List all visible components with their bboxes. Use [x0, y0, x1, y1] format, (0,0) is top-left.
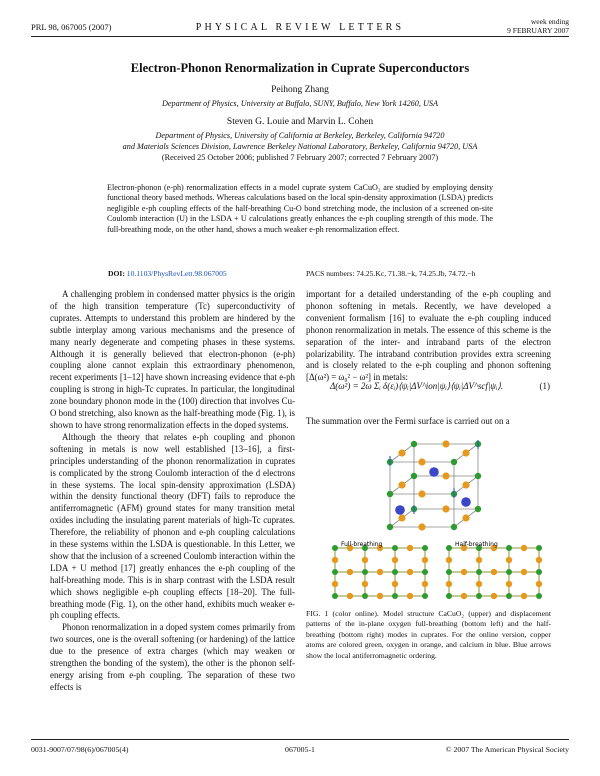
equation-1: Δ(ω²) = 2ω Σᵢ δ(εᵢ)⟨ψᵢ|ΔV^ion|ψᵢ⟩⟨ψᵢ|ΔV^scf|ψᵢ⟩. — [330, 381, 504, 391]
half-breathing-label: Half-breathing — [455, 541, 498, 548]
paragraph-summation: The summation over the Fermi surface is carried out on a — [306, 416, 510, 426]
footer-rule — [31, 739, 569, 740]
paper-title: Electron-Phonon Renormalization in Cuprate Superconductors — [130, 61, 470, 75]
author-second: Steven G. Louie and Marvin L. Cohen — [226, 117, 374, 127]
page-number: 067005-1 — [285, 745, 315, 754]
affiliation-lbnl: and Materials Sciences Division, Lawrence Berkeley National Laboratory, Berkeley, California 94720, USA — [122, 142, 478, 151]
paragraph-intro: A challenging problem in condensed matter physics is the origin of the high transition temperature (Tc) superconductivity of cuprates. Attempts to understand this problem are hindered by the subtle interplay among various mechanisms and the presence of many nearly degenerate and competing phases in these systems. Although it is generally believed that electron-phonon (e-ph) coupling alone cannot explain this extraordinary phenomenon, recent experiments [1–12] have shown increasing evidence that e-ph coupling is strong in high-Tc cuprates. In particular, the longitudinal zone boundary phonon mode in the (100) direction that involves Cu-O bond stretching, also known as the half-breathing mode (Fig. 1), is shown to have strong renormalization effects in the doped systems. — [50, 289, 296, 430]
full-breathing-figure — [327, 540, 435, 604]
affiliation-berkeley: Department of Physics, University of California at Berkeley, Berkeley, California 94720 — [155, 131, 445, 140]
crystal-structure-figure — [380, 432, 498, 540]
doi-label: DOI: — [108, 269, 125, 278]
doi — [108, 269, 227, 278]
week-label: week ending — [530, 17, 569, 26]
body-left-column — [50, 289, 295, 694]
footer-issn: 0031-9007/07/98(6)/067005(4) — [31, 745, 129, 754]
doi-link[interactable]: 10.1103/PhysRevLett.98.067005 — [126, 269, 227, 278]
half-breathing-figure — [441, 540, 549, 604]
copyright: © 2007 The American Physical Society — [445, 745, 569, 754]
header-rule — [31, 36, 569, 37]
equation-number: (1) — [539, 381, 550, 391]
full-breathing-label: Full-breathing — [341, 541, 383, 548]
figure-caption: FIG. 1 (color online). Model structure CaCuO₂ (upper) and displacement patterns of the in-plane oxygen full-breathing (bottom left) and the half-breathing (bottom right) modes in cuprates. For the online version, copper atoms are colored green, oxygen in orange, and calcium in blue. Blue arrows show the local antiferromagnetic ordering. — [306, 609, 551, 660]
affiliation-buffalo: Department of Physics, University at Buffalo, SUNY, Buffalo, New York 14260, USA — [162, 99, 438, 108]
paragraph-renormalization: Phonon renormalization in a doped system comes primarily from two sources, one is the overall softening (or hardening) of the lattice due to the presence of extra charges (which may weaken or strengthen the bonding of the system), the other is the phonon self-energy arising from e-ph coupling. The separation of these two effects is — [50, 622, 295, 692]
abstract: Electron-phonon (e-ph) renormalization effects in a model cuprate system CaCuO₂ are studied by employing density functional theory based methods. Whereas calculations based on the local spin-density approximation (LSDA) predicts negligible e-ph coupling effects of the half-breathing Cu-O bond stretching mode, the inclusion of a screened on-site Coulomb interaction (U) in the LSDA + U calculations greatly enhances the e-ph coupling strength of this mode. The full-breathing mode, on the other hand, shows a much weaker e-ph renormalization effect. — [107, 183, 493, 234]
calcium-atoms — [395, 467, 471, 515]
body-right-column: important for a detailed understanding of the e-ph coupling and phonon softening in metals. Recently, we have developed a convenient formalism [16] to evaluate the e-ph coupling induced phonon renormalization in metals. The essence of this scheme is the separation of the inter- and intraband parts of the electron polarizability. The intraband contribution provides extra screening and is closely related to the e-ph coupling and phonon softening [Δ(ω²) = ω₀² − ω²] in metals: — [306, 289, 551, 383]
journal-reference: PRL 98, 067005 (2007) — [31, 22, 112, 32]
paragraph-theory: Although the theory that relates e-ph coupling and phonon softening in metals is now well established [13–16], a first-principles understanding of the phonon renormalization in cuprates is complicated by the strong Coulomb interaction of the d electrons in these systems. The local spin-density approximation (LSDA) within the density functional theory (DFT) fails to reproduce the antiferromagnetic (AFM) ground states for many transition metal oxides including the insulating parent materials of high-Tc cuprates. Therefore, the reliability of phonon and e-ph coupling calculations in these systems within the LSDA is questionable. In this Letter, we show that the inclusion of a screened Coulomb interaction within the LDA + U method [17] greatly enhances the e-ph coupling of the half-breathing mode. This is in sharp contrast with the LSDA result which shows negligible e-ph coupling effects [18–20]. The full-breathing mode (Fig. 1), on the other hand, exhibits much weaker e-ph coupling effects. — [50, 431, 295, 621]
issue-date — [507, 17, 569, 35]
journal-name: PHYSICAL REVIEW LETTERS — [195, 22, 405, 33]
author-first: Peihong Zhang — [271, 85, 329, 95]
received-dates: (Received 25 October 2006; published 7 February 2007; corrected 7 February 2007) — [161, 153, 439, 162]
pacs-numbers: PACS numbers: 74.25.Kc, 71.38.−k, 74.25.Jb, 74.72.−h — [306, 269, 476, 278]
oxygen-atoms — [398, 440, 469, 530]
date: 9 FEBRUARY 2007 — [507, 26, 569, 35]
